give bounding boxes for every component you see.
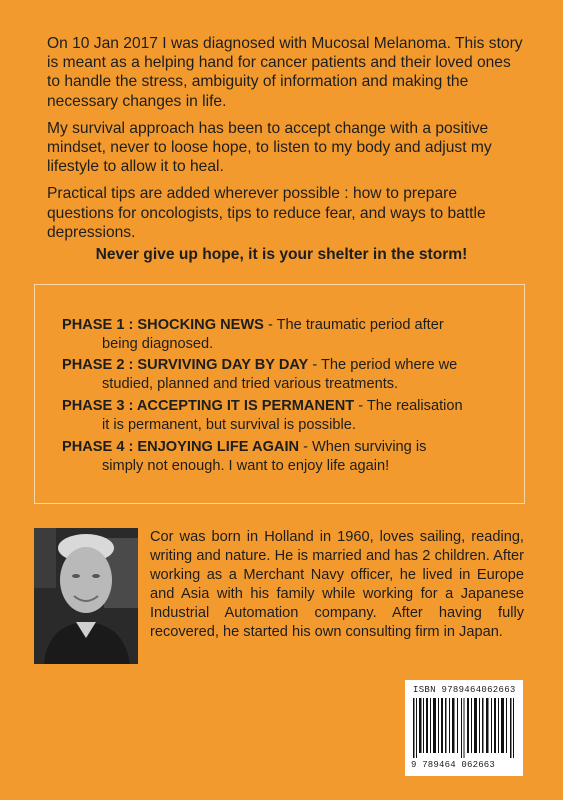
barcode — [405, 680, 523, 776]
author-bio: Cor was born in Holland in 1960, loves sailing, reading, writing and nature. He is married and has 2 children. After working as a Merchant Navy officer, he lived in Europe and Asia with his family while working for a Japanese Industrial Automation company. After having fully recovered, he started his own consulting firm in Japan. — [150, 529, 524, 640]
intro-paragraph-2: My survival approach has been to accept change with a positive mindset, never to loose hope, to listen to my body and adjust my lifestyle to allow it to heal. — [47, 119, 492, 176]
phase-4 — [62, 438, 512, 476]
phase-4-desc-b: simply not enough. I want to enjoy life again! — [102, 458, 390, 474]
phase-2 — [62, 356, 512, 394]
phase-4-title: PHASE 4 : ENJOYING LIFE AGAIN — [62, 439, 300, 455]
phase-3-desc-a: - The realisation — [354, 398, 463, 414]
phase-2-desc-b: studied, planned and tried various treatments. — [102, 376, 399, 392]
intro-paragraph-3: Practical tips are added wherever possible : how to prepare questions for oncologists, tips to reduce fear, and ways to battle depressions. — [47, 185, 486, 241]
phase-2-desc-a: - The period where we — [308, 357, 458, 373]
phase-4-desc-a: - When surviving is — [299, 439, 427, 455]
phase-1-desc-b: being diagnosed. — [102, 336, 214, 352]
author-portrait-icon — [34, 528, 138, 664]
tagline: Never give up hope, it is your shelter in the storm! — [95, 246, 468, 263]
phase-1-desc-a: - The traumatic period after — [263, 317, 444, 333]
barcode-bars-icon — [411, 698, 517, 758]
barcode-digits: 9 789464 062663 — [411, 760, 496, 770]
phase-1 — [62, 316, 512, 354]
intro-text — [47, 34, 523, 250]
phase-1-title: PHASE 1 : SHOCKING NEWS — [62, 317, 264, 333]
isbn-text: ISBN 9789464062663 — [413, 685, 516, 695]
phase-3-desc-b: it is permanent, but survival is possible. — [102, 417, 356, 433]
author-photo — [34, 528, 138, 664]
phase-3 — [62, 397, 512, 435]
intro-paragraph-1: On 10 Jan 2017 I was diagnosed with Mucosal Melanoma. This story is meant as a helping hand for cancer patients and their loved ones to handle the stress, ambiguity of information and making the necessary changes in life. — [47, 35, 523, 110]
phase-3-title: PHASE 3 : ACCEPTING IT IS PERMANENT — [62, 398, 355, 414]
phase-2-title: PHASE 2 : SURVIVING DAY BY DAY — [62, 357, 309, 373]
